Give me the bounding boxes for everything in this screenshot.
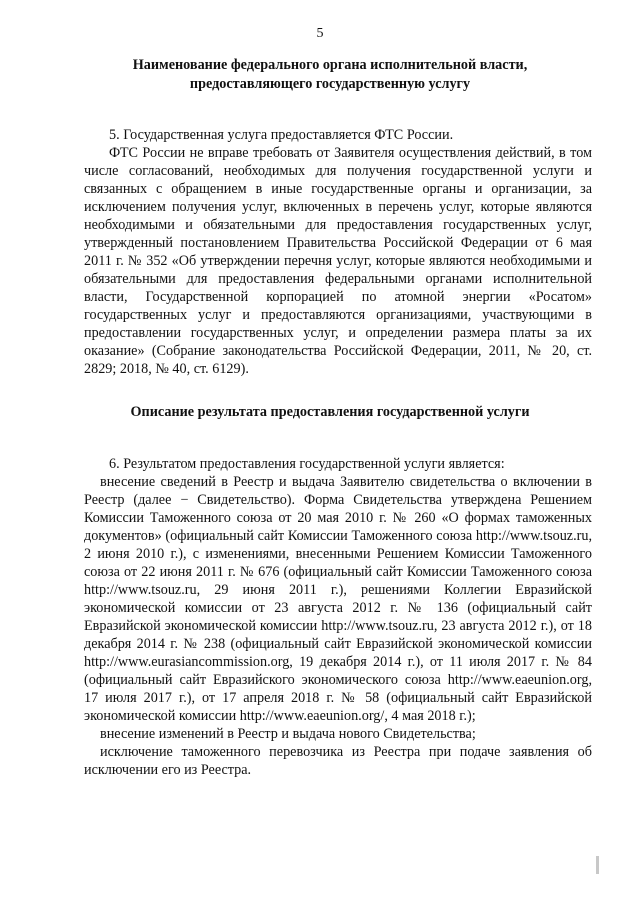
paragraph-5: 5. Государственная услуга предоставляется ФТС России. (109, 127, 454, 143)
paragraph-fts-restrictions: ФТС России не вправе требовать от Заявителя осуществления действий, в том числе согласований, необходимых для получения государственной услуги и связанных с обращением в иные государственные органы и организации, за исключением получения услуг, включенных в перечень услуг, которые являются необходимыми и обязательными для предоставления государственных услуг, утвержденный постановлением Правительства Российской Федерации от 6 мая 2011 г. № 352 «Об утверждении перечня услуг, которые являются необходимыми и обязательными для предоставления федеральными органами исполнительной власти, Государственной корпорацией по атомной энергии «Росатом» государственных услуг и предоставляются организациями, участвующими в предоставлении государственных услуг, и определении размера платы за их оказание» (Собрание законодательства Российской Федерации, 2011, № 20, ст. 2829; 2018, № 40, ст. 6129). (84, 145, 592, 377)
section-heading-result (70, 403, 590, 422)
paragraph-registry-exclusion: исключение таможенного перевозчика из Реестра при подаче заявления об исключении его из Реестра. (84, 744, 592, 778)
paragraph-6: 6. Результатом предоставления государственной услуги является: (109, 456, 505, 472)
section-heading-federal-body (70, 56, 590, 94)
paragraph-registry-changes: внесение изменений в Реестр и выдача нового Свидетельства; (100, 726, 476, 742)
heading-line: Описание результата предоставления государственной услуги (130, 404, 530, 420)
scan-margin-mark (596, 856, 599, 874)
page-number: 5 (316, 26, 324, 41)
heading-line: Наименование федерального органа исполнительной власти, (132, 57, 528, 73)
heading-line: предоставляющего государственную услугу (189, 76, 471, 92)
paragraph-registry-entry: внесение сведений в Реестр и выдача Заявителю свидетельства о включении в Реестр (далее − Свидетельство). Форма Свидетельства утверждена Решением Комиссии Таможенного союза от 20 мая 2010 г. № 260 «О формах таможенных документов» (официальный сайт Комиссии Таможенного союза http://www.tsouz.ru, 2 июня 2010 г.), с изменениями, внесенными Решением Комиссии Таможенного союза от 22 июня 2011 г. № 676 (официальный сайт Комиссии Таможенного союза http://www.tsouz.ru, 29 июня 2011 г.), решениями Коллегии Евразийской экономической комиссии от 23 августа 2012 г. № 136 (официальный сайт Евразийской экономической комиссии http://www.tsouz.ru, 23 августа 2012 г.), от 18 декабря 2014 г. № 238 (официальный сайт Евразийской экономической комиссии http://www.eurasiancommission.org, 19 декабря 2014 г.), от 11 июля 2017 г. № 84 (официальный сайт Евразийского экономического союза http://www.eaeunion.org, 17 июля 2017 г.), от 17 апреля 2018 г. № 58 (официальный сайт Евразийской экономической комиссии http://www.eaeunion.org/, 4 мая 2018 г.); (84, 474, 592, 724)
section-federal-body (84, 126, 592, 378)
section-result (84, 455, 592, 779)
